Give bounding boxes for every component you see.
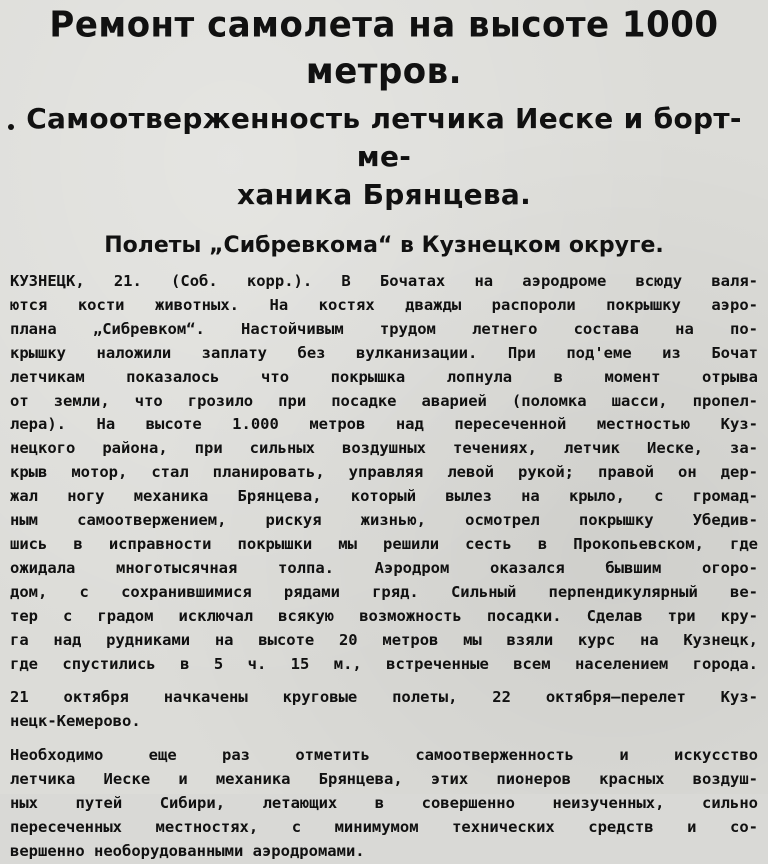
paragraph-line: ным самоотвержением, рискуя жизнью, осмотрел покрышку Убедив-	[10, 511, 758, 530]
paragraph-line: крыв мотор, стал планировать, управляя левой рукой; правой он дер-	[10, 463, 758, 482]
paragraph-line: ных путей Сибири, летающих в совершенно неизученных, сильно	[10, 794, 758, 813]
paragraph-spacer	[10, 676, 758, 686]
paragraph-line: от земли, что грозило при посадке аварией (поломка шасси, пропел-	[10, 391, 758, 410]
article-body	[10, 270, 758, 864]
paragraph-line: летчика Иеске и механика Брянцева, этих пионеров красных воздуш-	[10, 770, 758, 789]
subheadline-line: ханика Брянцева.	[236, 178, 532, 211]
paragraph-3	[10, 744, 758, 864]
paragraph-line: вершенно необорудованными аэродромами.	[10, 841, 365, 860]
paragraph-line: жал ногу механика Брянцева, который вылез на крыло, с громад-	[10, 487, 758, 506]
paragraph-line: га над рудниками на высоте 20 метров мы взяли курс на Кузнецк,	[10, 630, 758, 649]
paragraph-1	[10, 270, 758, 676]
paragraph-line: КУЗНЕЦК, 21. (Соб. корр.). В Бочатах на аэродроме всюду валя-	[10, 272, 758, 290]
subheadline	[10, 100, 758, 214]
paragraph-line: тер с градом исключал всякую возможность посадки. Сделав три кру-	[10, 606, 758, 625]
paragraph-line: лера). На высоте 1.000 метров над пересеченной местностью Куз-	[10, 415, 758, 434]
ink-dot	[8, 124, 14, 130]
paragraph-line: Необходимо еще раз отметить самоотверженность и искусство	[10, 746, 758, 765]
paragraph-line: плана „Сибревком“. Настойчивым трудом летнего состава на по-	[10, 319, 758, 338]
paragraph-line: пересеченных местностях, с минимумом технических средств и со-	[10, 817, 758, 836]
paragraph-line: где спустились в 5 ч. 15 м., встреченные всем населением города.	[10, 654, 758, 673]
paragraph-line: крышку наложили заплату без вулканизации. При под'еме из Бочат	[10, 343, 758, 362]
section-title: Полеты „Сибревкома“ в Кузнецком округе.	[104, 233, 664, 258]
paragraph-line: нецк-Кемерово.	[10, 712, 141, 731]
paragraph-line: дом, с сохранившимися рядами гряд. Сильный перпендикулярный ве-	[10, 582, 758, 601]
paragraph-line: ожидала многотысячная толпа. Аэродром оказался бывшим огоро-	[10, 558, 758, 577]
paragraph-line: нецкого района, при сильных воздушных течениях, летчик Иеске, за-	[10, 439, 758, 458]
paragraph-2	[10, 686, 758, 734]
paragraph-line: летчикам показалось что покрышка лопнула в момент отрыва	[10, 367, 758, 386]
paragraph-spacer	[10, 734, 758, 744]
headline: Ремонт самолета на высоте 1000 метров.	[49, 4, 719, 93]
paragraph-line: 21 октября начкачены круговые полеты, 22 октября—перелет Куз-	[10, 688, 758, 707]
subheadline-line: Самоотверженность летчика Иеске и борт-ме-	[26, 102, 742, 173]
paragraph-line: ются кости животных. На костях дважды распороли покрышку аэро-	[10, 295, 758, 314]
paragraph-line: шись в исправности покрышки мы решили сесть в Прокопьевском, где	[10, 534, 758, 553]
